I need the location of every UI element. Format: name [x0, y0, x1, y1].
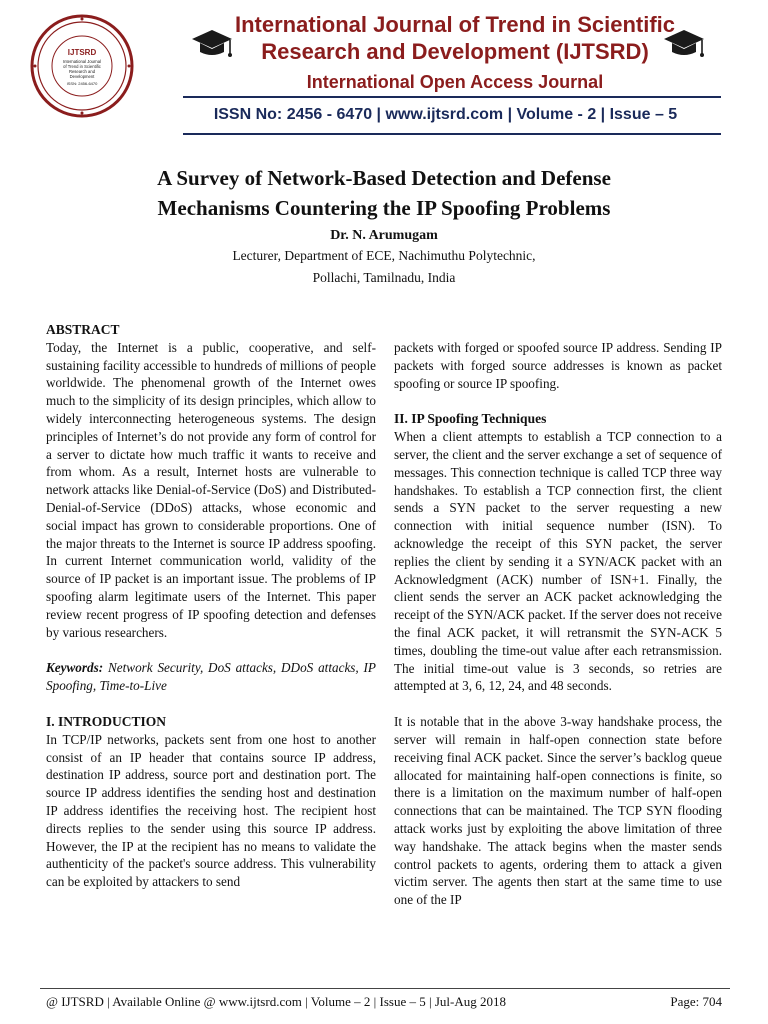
section2-paragraph1: When a client attempts to establish a TCP connection to a server, the client and the server exchange a set of sequence of messages. This connection technique is called TCP three way handshakes. To establish a TCP connection first, the client sends a SYN packet to the server requesting a new connection with initial sequence number (ISN). To acknowledge the receipt of this SYN packet, the server replies the client by sending it a SYN/ACK packet with an Acknowledgment (ACK) number of ISN+1. Finally, the client sends the server an ACK packet acknowledging the receipt of the SYN/ACK packet. If the server does not receive the final ACK packet, it will retransmit the SYN-ACK 5 times, doubling the time-out value after each retransmission. The initial time-out value is 3 seconds, so retries are attempted at 3, 6, 12, 24, and 48 seconds. — [394, 429, 722, 694]
introduction-text: In TCP/IP networks, packets sent from one host to another consist of an IP header that contains source IP address, destination IP address, source port and destination port. The source IP address identifies the sending host and destination IP address identifies the receiving host. The recipient host directs replies to the sender using this source IP address. However, the IP at the recipient has no means to validate the authenticity of the packet's source address. This vulnerability can be exploited by attackers to send — [46, 731, 376, 890]
abstract-text: Today, the Internet is a public, cooperative, and self-sustaining facility accessible to hundreds of millions of people worldwide. The phenomenal growth of the Internet owes much to the simplicity of its design principles, which allow to widely interconnecting heterogeneous systems. The design principles of Internet’s do not provide any form of control for a server to dictate how much traffic it wants to receive and from whom. As a result, Internet hosts are vulnerable to network attacks like Denial-of-Service (DoS) and Distributed-Denial-of-Service (DDoS) attacks, whose economic and social impact has grown to considerable proportions. One of the major threats to the Internet is source IP address spoofing. In current Internet communication world, validity of the source of IP packet is an important issue. The problems of IP spoofing alarm legitimate users of the Internet. This paper review recent progress of IP spoofing detection and defenses by various researchers. — [46, 339, 376, 640]
journal-title-line1: International Journal of Trend in Scientific — [234, 12, 676, 37]
seal-center-text: IJTSRD — [67, 48, 97, 57]
page-number: Page: 704 — [670, 994, 722, 1009]
svg-text:Research and: Research and — [68, 69, 96, 74]
paper-author: Dr. N. Arumugam — [330, 228, 438, 243]
section2-paragraph2: It is notable that in the above 3-way handshake process, the server will remain in half-open connection state before receiving final ACK packet. Since the server’s backlog queue allocated for maintaining half-open connections is finite, so there is a limitation on the maximum number of half-open connections that can be maintained. The TCP SYN flooding attack works just by exploiting the above limitation of three way handshake. The attack begins when the master sends control packets to agents, ordering them to attack a given victim server. The agents then start at the same time to use one of the IP — [394, 714, 722, 908]
page-footer — [46, 994, 722, 1010]
abstract-heading: ABSTRACT — [46, 322, 120, 337]
svg-text:International Journal: International Journal — [63, 59, 101, 64]
paper-title-line1: A Survey of Network-Based Detection and Defense — [157, 166, 611, 190]
keywords-label: Keywords: — [46, 660, 104, 676]
header-divider-bottom — [183, 133, 721, 135]
journal-header — [0, 0, 768, 145]
author-affiliation-line1: Lecturer, Department of ECE, Nachimuthu Polytechnic, — [232, 248, 536, 263]
issn-line: ISSN No: 2456 - 6470 | www.ijtsrd.com | Volume - 2 | Issue – 5 — [213, 106, 678, 123]
continuation-text: packets with forged or spoofed source IP address. Sending IP packets with forged source addresses is known as packet spoofing or source IP spoofing. — [394, 340, 722, 391]
svg-text:of Trend in Scientific: of Trend in Scientific — [63, 64, 101, 69]
author-affiliation-line2: Pollachi, Tamilnadu, India — [312, 270, 456, 285]
svg-text:ISSN: 2456-6470: ISSN: 2456-6470 — [66, 81, 98, 86]
header-divider-top — [183, 96, 721, 98]
journal-seal-icon — [30, 14, 134, 118]
left-column — [46, 321, 376, 891]
svg-text:Development: Development — [69, 74, 95, 79]
paper-title-line2: Mechanisms Countering the IP Spoofing Problems — [157, 196, 611, 220]
keywords — [46, 659, 376, 695]
footer-divider — [40, 988, 730, 989]
section2-heading: II. IP Spoofing Techniques — [394, 411, 547, 427]
keywords-text: Network Security, DoS attacks, DDoS attacks, IP Spoofing, Time-to-Live — [46, 660, 376, 694]
journal-subtitle: International Open Access Journal — [306, 72, 604, 92]
right-column — [394, 339, 722, 909]
footer-info: @ IJTSRD | Available Online @ www.ijtsrd.com | Volume – 2 | Issue – 5 | Jul-Aug 2018 — [46, 994, 506, 1009]
journal-title-line2: Research and Development (IJTSRD) — [261, 39, 649, 64]
introduction-heading: I. INTRODUCTION — [46, 713, 167, 729]
